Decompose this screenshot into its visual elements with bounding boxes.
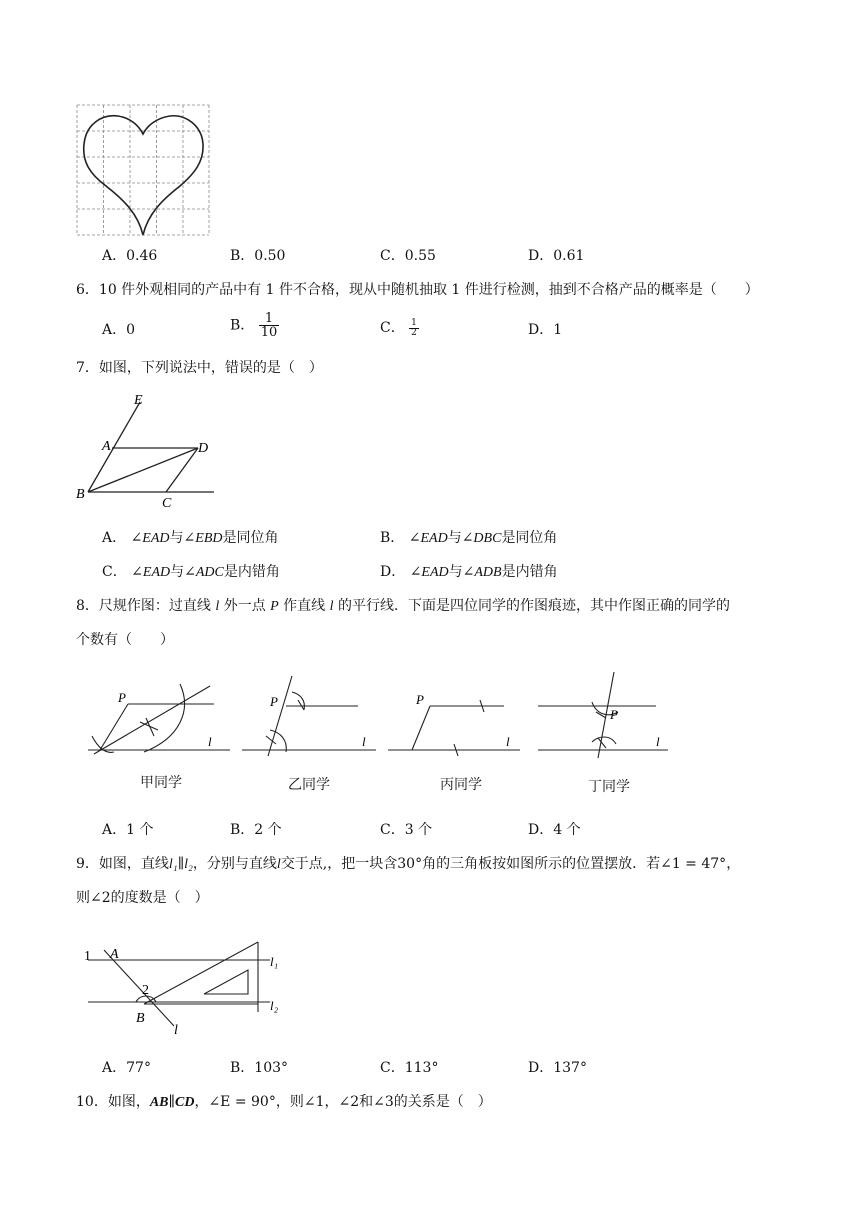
q6-option-a: A．0: [102, 322, 136, 338]
q8-ding-label-l: l: [656, 734, 660, 749]
q8-bing-label-p: P: [416, 692, 424, 707]
q7-option-c: C． ∠EAD与∠ADC是内错角: [102, 564, 280, 580]
q8-caption-yi: 乙同学: [288, 777, 330, 793]
q9-option-b: B．103°: [230, 1060, 289, 1076]
q9-label-b: B: [136, 1011, 145, 1026]
heart-grid-figure: [76, 104, 212, 238]
q5-option-d: D．0.61: [528, 248, 585, 264]
label-c: C: [162, 496, 172, 511]
q7-parallelogram-figure: [72, 390, 222, 512]
q9-label-2: 2: [142, 983, 149, 998]
q8-question-line1: 8．尺规作图：过直线 l 外一点 P 作直线 l 的平行线．下面是四位同学的作图痕迹，其中作图正确的同学的: [76, 598, 730, 614]
q9-question-line1: 9．如图，直线l₁∥l₂，分别与直线l交于点,，把一块含30°角的三角板按如图所示的位置摆放．若∠1 = 47°，: [76, 856, 741, 872]
q8-figure-ding: [534, 668, 674, 760]
q5-option-a: A．0.46: [102, 248, 158, 264]
q8-ding-label-p: P: [610, 707, 618, 722]
q8-caption-ding: 丁同学: [588, 779, 630, 795]
q9-option-c: C．113°: [380, 1060, 439, 1076]
q8-option-a: A．1 个: [102, 822, 154, 838]
q8-option-c: C．3 个: [380, 822, 433, 838]
q8-bing-label-l: l: [506, 734, 510, 749]
q9-option-d: D．137°: [528, 1060, 587, 1076]
q10-question: 10．如图，AB∥CD，∠E = 90°，则∠1，∠2和∠3的关系是（ ）: [76, 1094, 492, 1110]
q9-option-a: A．77°: [102, 1060, 151, 1076]
q8-figure-jia: [84, 680, 234, 760]
q8-figure-bing: [386, 680, 526, 760]
q6-question: 6．10 件外观相同的产品中有 1 件不合格，现从中随机抽取 1 件进行检测，抽到不合格产品的概率是（ ）: [76, 282, 759, 298]
fraction-one-tenth: $\frac{1}{10}$: [260, 311, 278, 340]
q7-question: 7．如图，下列说法中，错误的是（ ）: [76, 360, 323, 376]
q6-option-d: D．1: [528, 322, 563, 338]
label-a: A: [102, 439, 111, 454]
q8-jia-label-p: P: [118, 690, 126, 705]
q8-caption-bing: 丙同学: [440, 777, 482, 793]
q9-label-l: l: [174, 1023, 178, 1038]
q5-option-c: C．0.55: [380, 248, 436, 264]
label-d: D: [198, 441, 209, 456]
q8-question-line2: 个数有（ ）: [76, 632, 174, 648]
fraction-one-half: $\frac{1}{2}$: [411, 317, 417, 338]
q8-yi-label-l: l: [362, 734, 366, 749]
q8-figure-yi: [240, 672, 380, 760]
q6-option-c: C． $\frac{1}{2}$: [380, 317, 417, 338]
label-b: B: [76, 487, 85, 502]
q9-label-1: 1: [84, 949, 91, 964]
q5-option-b: B．0.50: [230, 248, 286, 264]
q8-option-b: B．2 个: [230, 822, 282, 838]
q7-option-b: B． ∠EAD与∠DBC是同位角: [380, 530, 558, 546]
q6-option-b: B． $\frac{1}{10}$: [230, 311, 278, 340]
q9-label-l2: l₂: [270, 998, 279, 1013]
q8-yi-label-p: P: [270, 694, 278, 709]
label-e: E: [134, 393, 143, 408]
q9-triangle-ruler-figure: [80, 938, 290, 1042]
q8-caption-jia: 甲同学: [140, 775, 182, 791]
q7-option-a: A． ∠EAD与∠EBD是同位角: [102, 530, 279, 546]
q9-question-line2: 则∠2的度数是（ ）: [76, 890, 209, 906]
q8-jia-label-l: l: [208, 734, 212, 749]
q7-option-d: D． ∠EAD与∠ADB是内错角: [380, 564, 558, 580]
q9-label-a: A: [110, 947, 119, 962]
q8-option-d: D．4 个: [528, 822, 581, 838]
q9-label-l1: l₁: [270, 954, 279, 969]
